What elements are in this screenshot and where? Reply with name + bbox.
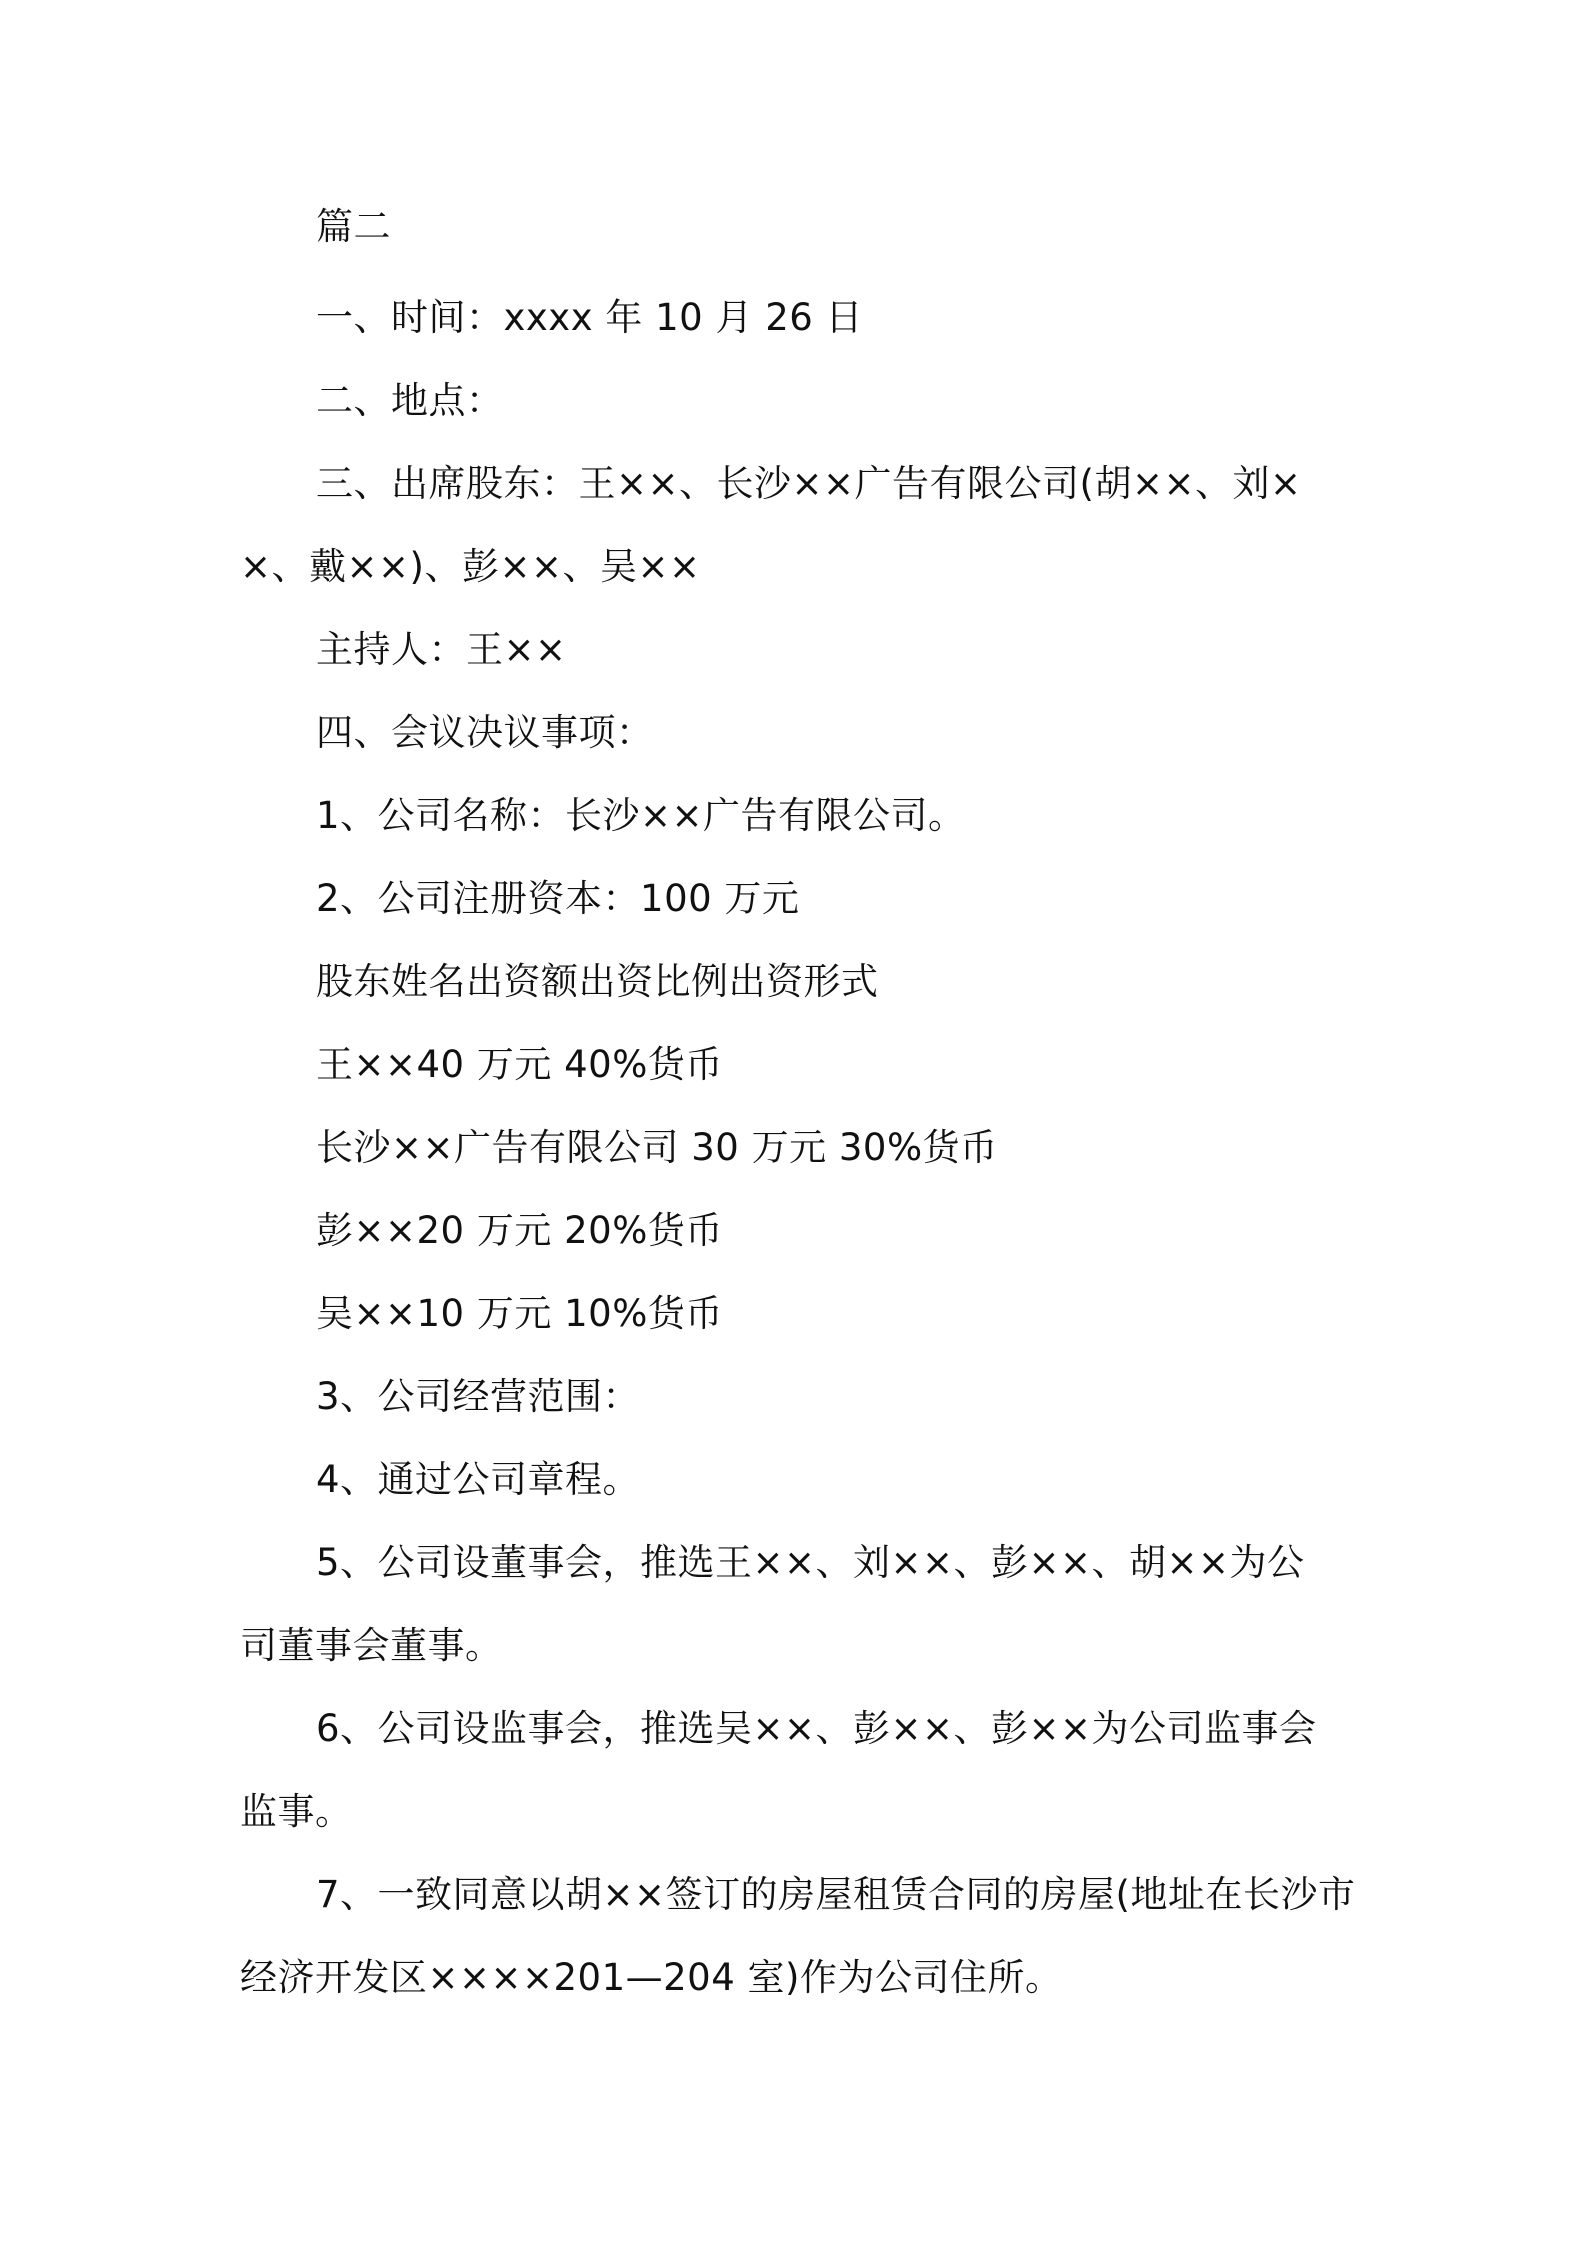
item-resolutions-heading: 四、会议决议事项： bbox=[316, 711, 654, 754]
resolution-5-cont: 司董事会董事。 bbox=[240, 1624, 503, 1667]
resolution-5: 5、公司设董事会，推选王××、刘××、彭××、胡××为公 bbox=[316, 1541, 1305, 1584]
resolution-1: 1、公司名称：长沙××广告有限公司。 bbox=[316, 794, 966, 837]
item-attendees-cont: ×、戴××)、彭××、吴×× bbox=[240, 545, 701, 588]
capital-row: 长沙××广告有限公司 30 万元 30%货币 bbox=[316, 1126, 998, 1169]
resolution-4: 4、通过公司章程。 bbox=[316, 1458, 641, 1501]
resolution-2: 2、公司注册资本：100 万元 bbox=[316, 877, 800, 920]
item-time: 一、时间：xxxx 年 10 月 26 日 bbox=[316, 296, 864, 339]
resolution-7-cont: 经济开发区××××201—204 室)作为公司住所。 bbox=[240, 1956, 1063, 1999]
resolution-6: 6、公司设监事会，推选吴××、彭××、彭××为公司监事会 bbox=[316, 1707, 1317, 1750]
capital-row: 王××40 万元 40%货币 bbox=[316, 1043, 723, 1086]
item-host: 主持人：王×× bbox=[316, 628, 567, 671]
resolution-3: 3、公司经营范围： bbox=[316, 1375, 641, 1418]
section-title: 篇二 bbox=[316, 205, 391, 248]
capital-row: 彭××20 万元 20%货币 bbox=[316, 1209, 723, 1252]
item-location: 二、地点： bbox=[316, 379, 504, 422]
item-attendees: 三、出席股东：王××、长沙××广告有限公司(胡××、刘× bbox=[316, 462, 1302, 505]
capital-row: 吴××10 万元 10%货币 bbox=[316, 1292, 723, 1335]
resolution-7: 7、一致同意以胡××签订的房屋租赁合同的房屋(地址在长沙市 bbox=[316, 1873, 1356, 1916]
resolution-6-cont: 监事。 bbox=[240, 1790, 353, 1833]
capital-table-header: 股东姓名出资额出资比例出资形式 bbox=[316, 960, 879, 1003]
